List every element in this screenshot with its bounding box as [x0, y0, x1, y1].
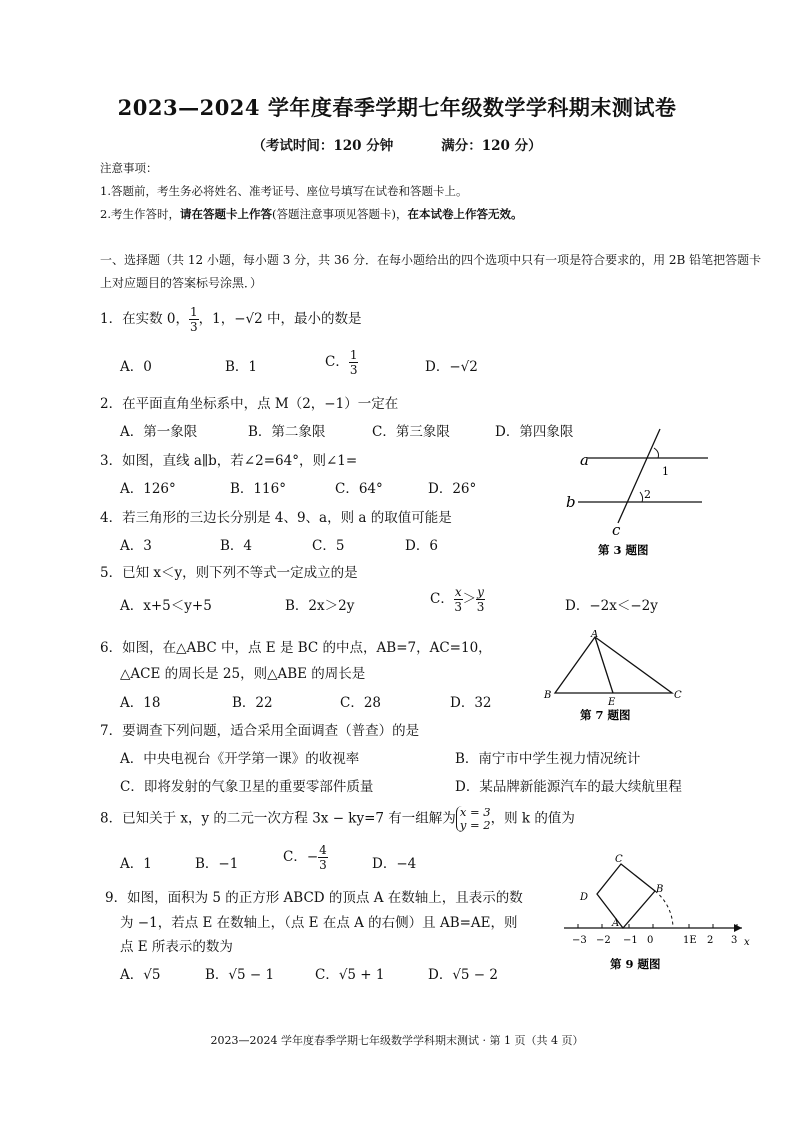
fig9-tick-label: 1E	[683, 935, 697, 946]
q5-frac-y-den: 3	[476, 600, 485, 614]
fig9-tick-label: −1	[623, 935, 638, 946]
q1-stem-a: 1．在实数 0，	[100, 311, 189, 327]
q5-option-b: B．2x＞2y	[285, 598, 355, 614]
q8-stem-b: ，则 k 的值为	[490, 810, 575, 827]
q1-stem-b: ，1，−√2 中，最小的数是	[198, 311, 362, 327]
q8-option-c-num: 4	[319, 843, 327, 857]
fig9-tick-label: −3	[572, 935, 587, 946]
fig9-ticks	[572, 924, 737, 946]
fig9-label-a: A	[612, 918, 620, 929]
notice-heading: 注意事项：	[100, 161, 158, 175]
fig7-label-b: B	[544, 690, 552, 701]
question-1-stem	[100, 306, 362, 333]
fig9-axis-label: x	[744, 937, 750, 948]
fig9-square-abcd	[597, 864, 655, 928]
notice-item-2-d: 在本试卷上作答无效。	[407, 207, 523, 221]
fig3-label-c: c	[612, 521, 621, 539]
fig7-median-ae	[595, 637, 613, 693]
page-footer: 2023—2024 学年度春季学期七年级数学学科期末测试 · 第 1 页（共 4 页）	[210, 1034, 584, 1047]
q4-option-d: D．6	[405, 538, 438, 554]
q5-option-a: A．x+5＜y+5	[120, 598, 212, 614]
q9-option-a: A．√5	[120, 967, 161, 983]
q1-fraction	[189, 306, 199, 333]
question-5-stem: 5．已知 x＜y，则下列不等式一定成立的是	[100, 565, 358, 581]
figure-9	[560, 850, 760, 975]
q5-frac-y-num: y	[477, 585, 484, 599]
q5-gt: ＞	[462, 591, 477, 607]
q1-frac-den: 3	[189, 320, 198, 334]
q8-option-b: B．−1	[195, 856, 239, 872]
q6-option-c: C．28	[340, 695, 382, 711]
q9-option-c: C．√5 + 1	[315, 967, 385, 983]
notice-item-2-b: 请在答题卡上作答	[179, 207, 272, 221]
q8-sys-line-2: y = 2	[459, 818, 491, 832]
question-9-stem-2: 为 −1，若点 E 在数轴上，（点 E 在点 A 的右侧）且 AB=AE，则	[120, 915, 518, 931]
fig9-label-c: C	[615, 854, 623, 865]
fig7-label-e: E	[608, 697, 616, 708]
q2-option-a: A．第一象限	[120, 424, 198, 440]
q1-option-d: D．−√2	[425, 359, 478, 375]
q8-sys-line-1: x = 3	[459, 805, 491, 819]
fig9-label-b: B	[656, 884, 664, 895]
question-9-stem-1: 9．如图，面积为 5 的正方形 ABCD 的顶点 A 在数轴上，且表示的数	[105, 890, 523, 906]
question-8-stem	[100, 806, 575, 832]
notice-item-2	[100, 206, 522, 222]
q8-equation-system	[456, 806, 491, 832]
q1-option-b: B．1	[225, 359, 258, 375]
q8-option-d: D．−4	[372, 856, 417, 872]
fig9-label-d: D	[580, 892, 589, 903]
fig9-tick-label: 2	[707, 935, 714, 946]
exam-info	[0, 134, 794, 154]
q1-option-a: A．0	[120, 359, 152, 375]
q5-option-c	[430, 586, 485, 613]
q4-option-c: C．5	[312, 538, 345, 554]
q2-option-b: B．第二象限	[248, 424, 326, 440]
q3-option-b: B．116°	[230, 481, 286, 497]
fig3-angle-1-arc	[654, 448, 659, 458]
q5-option-c-label: C．	[430, 591, 454, 607]
q5-frac-y	[476, 586, 485, 613]
question-7-stem: 7．要调查下列问题，适合采用全面调查（普查）的是	[100, 723, 420, 739]
q1-option-c-frac	[349, 349, 359, 376]
section-1-instructions: 一、选择题（共 12 小题，每小题 3 分，共 36 分．在每小题给出的四个选项中只有一项是符合要求的，用 2B 铅笔把答题卡上对应题目的答案标号涂黑．）	[100, 253, 762, 290]
fig9-caption: 第 9 题图	[610, 957, 661, 971]
notice-item-2-c: (答题注意事项见答题卡)，	[271, 207, 408, 221]
q4-option-b: B．4	[220, 538, 253, 554]
q7-option-b: B．南宁市中学生视力情况统计	[455, 751, 641, 767]
q3-option-d: D．26°	[428, 481, 477, 497]
fig3-caption: 第 3 题图	[598, 543, 649, 557]
q9-option-b: B．√5 − 1	[205, 967, 275, 983]
q7-option-a: A．中央电视台《开学第一课》的收视率	[120, 751, 360, 767]
fig7-label-c: C	[674, 690, 682, 701]
q1-option-c	[325, 349, 358, 376]
fig7-caption: 第 7 题图	[580, 708, 631, 722]
q4-option-a: A．3	[120, 538, 152, 554]
q2-option-d: D．第四象限	[495, 424, 574, 440]
q8-option-c-den: 3	[319, 858, 327, 872]
q9-option-d: D．√5 − 2	[428, 967, 498, 983]
q1-frac-num: 1	[189, 305, 198, 319]
fig9-tick-label: 0	[647, 935, 654, 946]
q6-option-d: D．32	[450, 695, 492, 711]
full-score: 满分：120 分）	[441, 138, 542, 154]
question-4-stem: 4．若三角形的三边长分别是 4、9、a，则 a 的取值可能是	[100, 510, 452, 526]
notice-item-2-a: 2.考生作答时，	[100, 207, 180, 221]
question-6-stem-2: △ACE 的周长是 25，则△ABE 的周长是	[120, 666, 366, 682]
notice-item-1: 1.答题前，考生务必将姓名、准考证号、座位号填写在试卷和答题卡上。	[100, 184, 468, 198]
question-9-stem-3: 点 E 所表示的数为	[120, 939, 233, 955]
figure-7	[540, 630, 690, 725]
fig3-line-c	[618, 429, 660, 523]
question-3-stem: 3．如图，直线 a∥b，若∠2=64°，则∠1=	[100, 453, 358, 469]
fig7-triangle	[555, 637, 672, 693]
fig7-label-a: A	[591, 630, 599, 640]
figure-3	[560, 425, 720, 565]
q5-frac-x-num: x	[454, 585, 462, 599]
q8-option-c-frac	[318, 844, 328, 871]
exam-time: （考试时间：120 分钟	[252, 138, 394, 154]
q8-option-a: A．1	[120, 856, 152, 872]
fig9-axis-arrow	[734, 924, 742, 932]
q5-frac-x-den: 3	[454, 600, 463, 614]
fig3-angle-2-arc	[640, 492, 643, 502]
fig3-label-a: a	[580, 451, 589, 469]
q8-option-c	[283, 844, 328, 871]
q8-option-c-label: C．−	[283, 849, 319, 865]
question-6-stem-1: 6．如图，在△ABC 中，点 E 是 BC 的中点，AB=7，AC=10，	[100, 640, 492, 656]
q7-option-d: D．某品牌新能源汽车的最大续航里程	[455, 779, 682, 795]
fig3-label-b: b	[566, 493, 576, 511]
fig9-arc-ae	[655, 891, 673, 928]
q8-stem-a: 8．已知关于 x，y 的二元一次方程 3x − ky=7 有一组解为	[100, 810, 456, 827]
q3-option-a: A．126°	[120, 481, 176, 497]
q1-option-c-den: 3	[349, 363, 358, 377]
page-title: 2023—2024 学年度春季学期七年级数学学科期末测试卷	[117, 95, 677, 120]
q1-option-c-num: 1	[349, 348, 358, 362]
q7-option-c: C．即将发射的气象卫星的重要零部件质量	[120, 779, 374, 795]
q6-option-b: B．22	[232, 695, 273, 711]
question-2-stem: 2．在平面直角坐标系中，点 M（2，−1）一定在	[100, 396, 399, 412]
fig3-label-angle-2: 2	[644, 488, 651, 501]
q5-option-d: D．−2x＜−2y	[565, 598, 658, 614]
fig9-tick-label: 3	[731, 935, 738, 946]
q2-option-c: C．第三象限	[372, 424, 450, 440]
q5-frac-x	[454, 586, 463, 613]
q3-option-c: C．64°	[335, 481, 383, 497]
fig3-label-angle-1: 1	[662, 465, 669, 478]
q1-option-c-label: C．	[325, 354, 349, 370]
fig9-tick-label: −2	[596, 935, 611, 946]
q6-option-a: A．18	[120, 695, 161, 711]
